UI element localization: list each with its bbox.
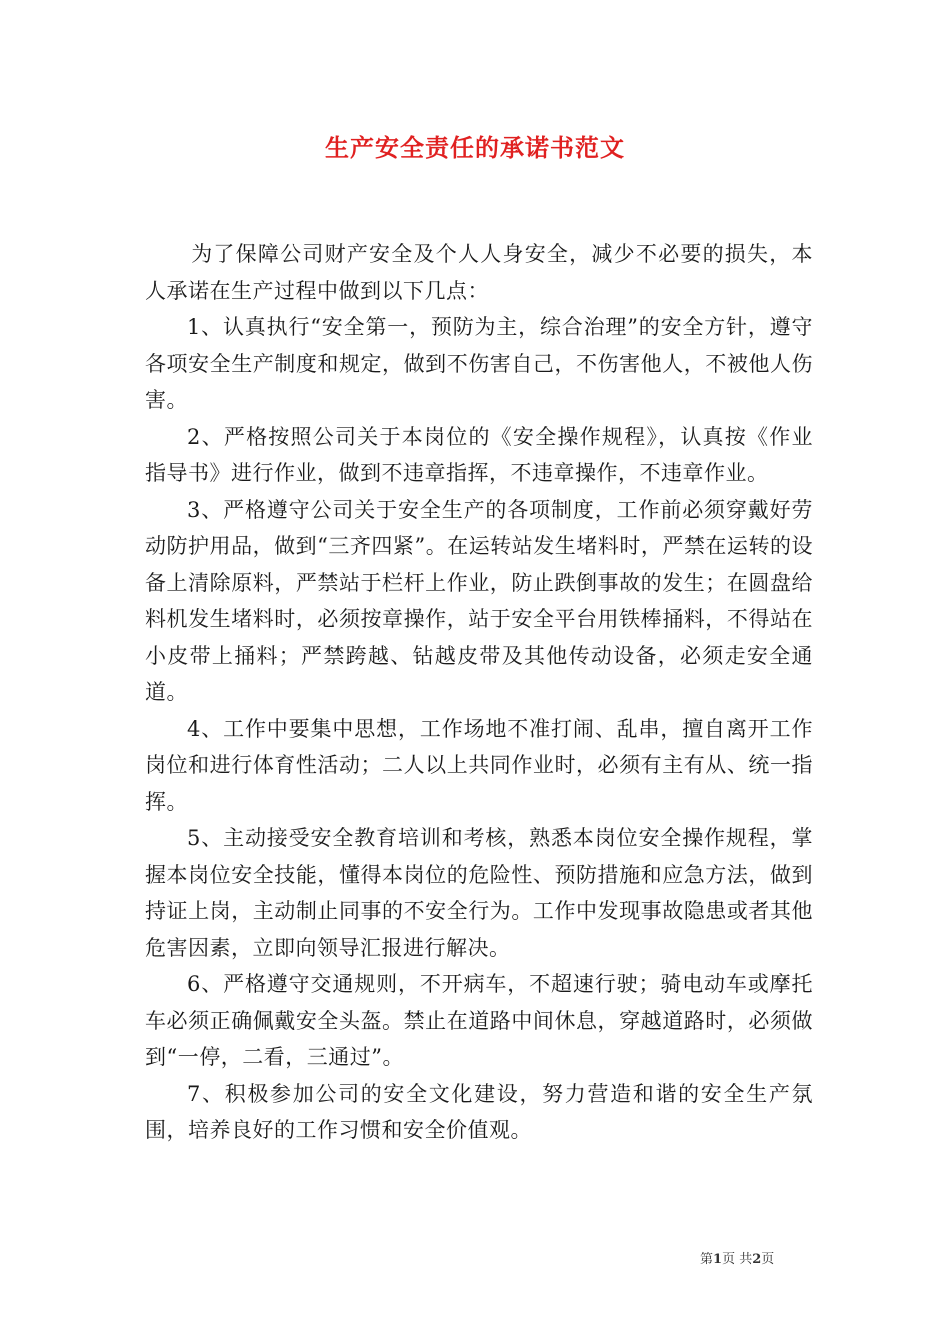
clause-4-paragraph: 4、工作中要集中思想，工作场地不准打闹、乱串，擅自离开工作岗位和进行体育性活动；二人以上共同作业时，必须有主有从、统一指挥。 bbox=[145, 716, 813, 814]
clause-1-paragraph: 1、认真执行“安全第一，预防为主，综合治理”的安全方针，遵守各项安全生产制度和规定，做到不伤害自己，不伤害他人，不被他人伤害。 bbox=[145, 315, 813, 412]
document-body bbox=[145, 236, 813, 1149]
document-title: 生产安全责任的承诺书范文 bbox=[325, 133, 625, 162]
clause-6-paragraph: 6、严格遵守交通规则，不开病车，不超速行驶；骑电动车或摩托车必须正确佩戴安全头盔。禁止在道路中间休息，穿越道路时，必须做到“一停，二看，三通过”。 bbox=[145, 972, 813, 1069]
clause-7-paragraph: 7、积极参加公司的安全文化建设，努力营造和谐的安全生产氛围，培养良好的工作习惯和安全价值观。 bbox=[145, 1081, 813, 1142]
footer-suffix: 页 bbox=[761, 1252, 775, 1267]
total-page-number: 2 bbox=[752, 1252, 762, 1267]
intro-paragraph: 为了保障公司财产安全及个人人身安全，减少不必要的损失，本人承诺在生产过程中做到以下几点： bbox=[145, 242, 813, 303]
clause-3-paragraph: 3、严格遵守公司关于安全生产的各项制度，工作前必须穿戴好劳动防护用品，做到“三齐四紧”。在运转站发生堵料时，严禁在运转的设备上清除原料，严禁站于栏杆上作业，防止跌倒事故的发生；在圆盘给料机发生堵料时，必须按章操作，站于安全平台用铁棒捅料，不得站在小皮带上捅料；严禁跨越、钻越皮带及其他传动设备，必须走安全通道。 bbox=[145, 497, 813, 704]
footer-prefix: 第 bbox=[700, 1252, 714, 1267]
footer-middle: 页 共 bbox=[722, 1252, 753, 1267]
page-number-footer bbox=[700, 1248, 774, 1267]
clause-5-paragraph: 5、主动接受安全教育培训和考核，熟悉本岗位安全操作规程，掌握本岗位安全技能，懂得本岗位的危险性、预防措施和应急方法，做到持证上岗，主动制止同事的不安全行为。工作中发现事故隐患或者其他危害因素，立即向领导汇报进行解决。 bbox=[145, 826, 813, 960]
clause-2-paragraph: 2、严格按照公司关于本岗位的《安全操作规程》，认真按《作业指导书》进行作业，做到不违章指挥，不违章操作，不违章作业。 bbox=[145, 424, 813, 485]
current-page-number: 1 bbox=[713, 1252, 723, 1267]
